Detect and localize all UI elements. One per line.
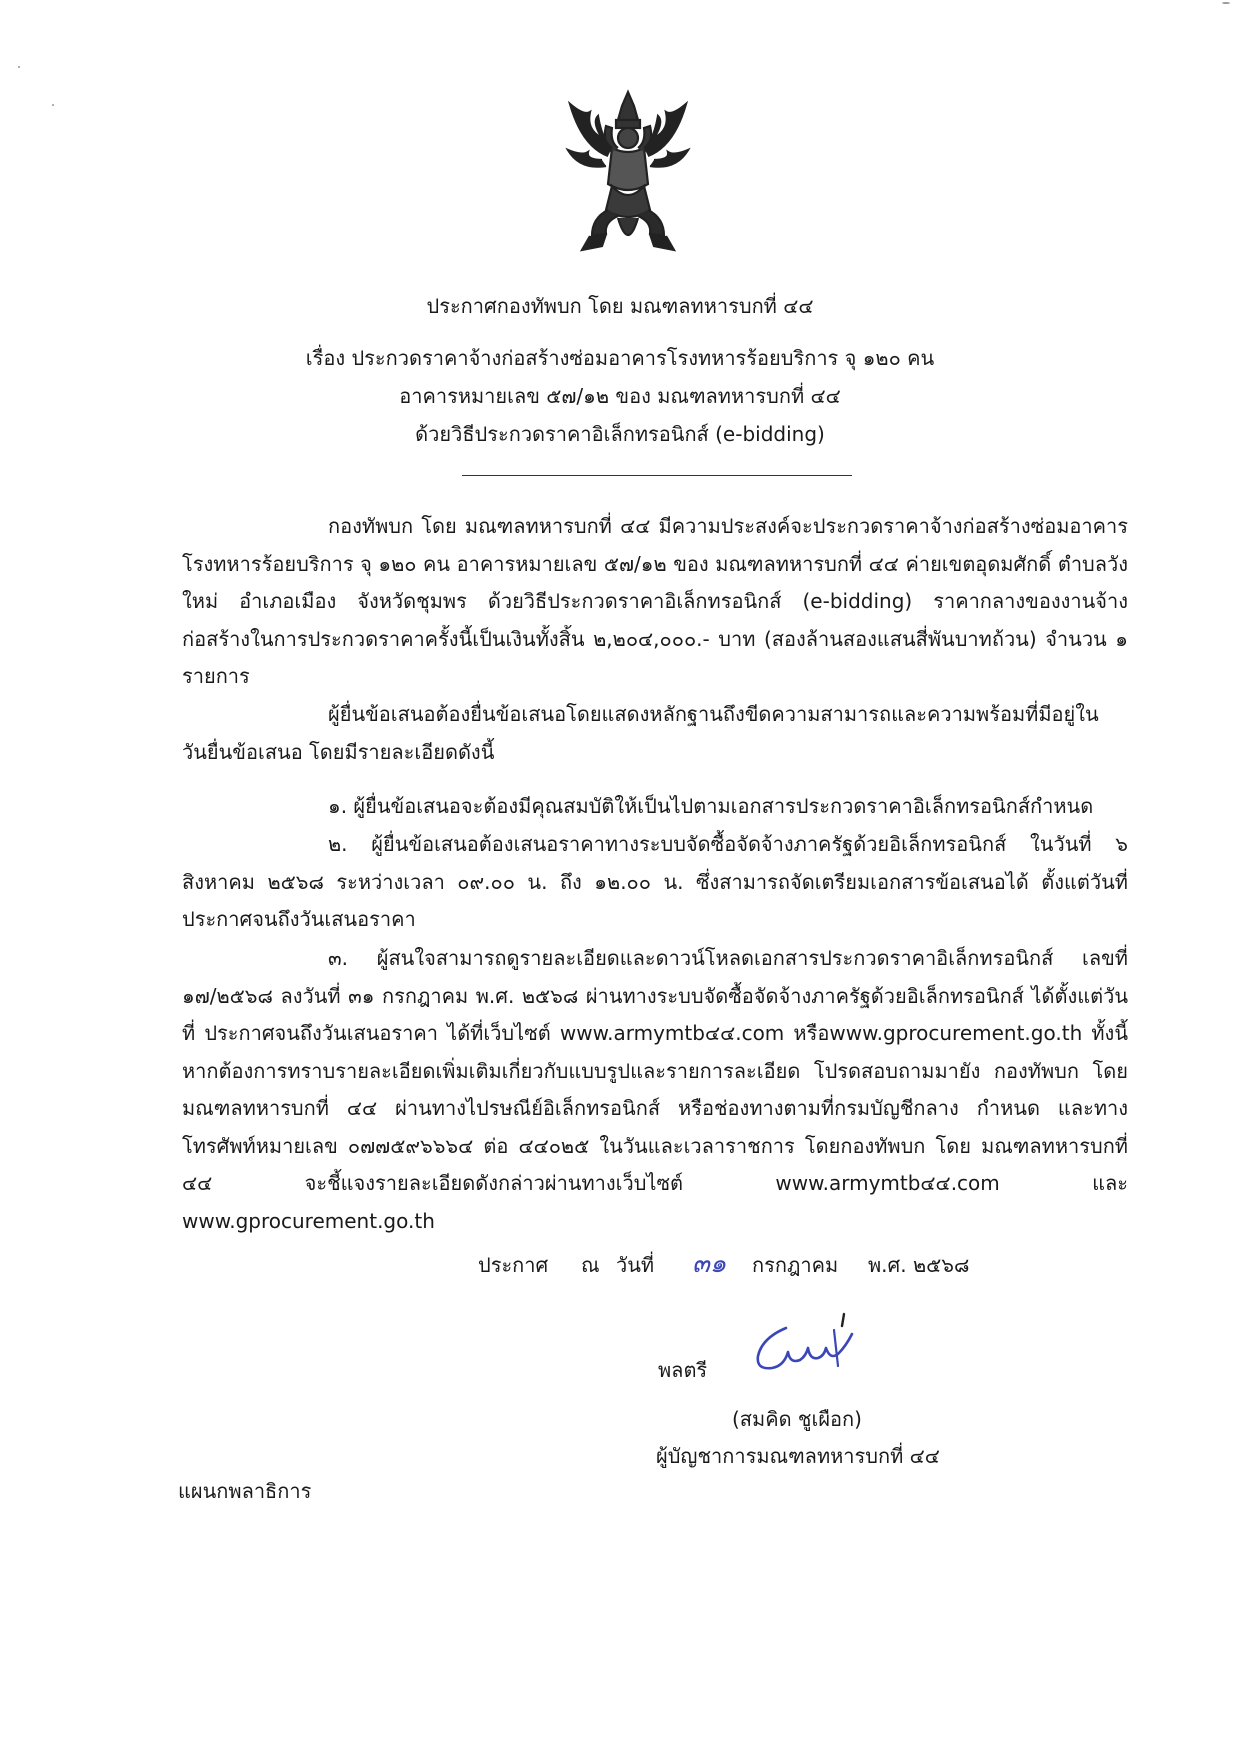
signer-name: (สมคิด ชูเผือก) (732, 1407, 862, 1431)
year-text: พ.ศ. ๒๕๖๘ (868, 1253, 970, 1277)
date-label: วันที่ (616, 1253, 655, 1277)
paragraph-requirements: ผู้ยื่นข้อเสนอต้องยื่นข้อเสนอโดยแสดงหลักฐานถึงขีดความสามารถและความพร้อมที่มีอยู่ใน วันยื่นข้อเสนอ โดยมีรายละเอียดดังนี้ (182, 702, 1099, 764)
subject-line-1: เรื่อง ประกวดราคาจ้างก่อสร้างซ่อมอาคารโรงทหารร้อยบริการ จุ ๑๒๐ คน (305, 346, 935, 370)
handwritten-signature-icon (748, 1312, 858, 1384)
announcement-title: ประกาศกองทัพบก โดย มณฑลทหารบกที่ ๔๔ (426, 294, 814, 318)
list-item-1: ๑. ผู้ยื่นข้อเสนอจะต้องมีคุณสมบัติให้เป็นไปตามเอกสารประกวดราคาอิเล็กทรอนิกส์กำหนด (328, 794, 1094, 818)
handwritten-day: ๓๑ (692, 1249, 727, 1279)
department-label: แผนกพลาธิการ (178, 1479, 312, 1503)
title-divider (462, 475, 852, 476)
subject-line-3: ด้วยวิธีประกวดราคาอิเล็กทรอนิกส์ (e-bidding) (415, 422, 825, 446)
signer-position: ผู้บัญชาการมณฑลทหารบกที่ ๔๔ (656, 1444, 940, 1468)
month-text: กรกฎาคม (752, 1253, 839, 1277)
paragraph-intro: กองทัพบก โดย มณฑลทหารบกที่ ๔๔ มีความประสงค์จะประกวดราคาจ้างก่อสร้างซ่อมอาคาร โรงทหารร้อยบริการ จุ ๑๒๐ คน อาคารหมายเลข ๕๗/๑๒ ของ มณฑลทหารบกที่ ๔๔ ค่ายเขตอุดมศักดิ์ ตำบลวังใหม่ อำเภอเมือง จังหวัดชุมพร ด้วยวิธีประกวดราคาอิเล็กทรอนิกส์ (e-bidding) ราคากลางของงานจ้าง ก่อสร้างในการประกวดราคาครั้งนี้เป็นเงินทั้งสิ้น ๒,๒๐๔,๐๐๐.- บาท (สองล้านสองแสนสี่พันบาทถ้วน) จำนวน ๑ รายการ (182, 514, 1128, 688)
list-item-2: ๒. ผู้ยื่นข้อเสนอต้องเสนอราคาทางระบบจัดซื้อจัดจ้างภาครัฐด้วยอิเล็กทรอนิกส์ ในวันที่ ๖ สิงหาคม ๒๕๖๘ ระหว่างเวลา ๐๙.๐๐ น. ถึง ๑๒.๐๐ น. ซึ่งสามารถจัดเตรียมเอกสารข้อเสนอได้ ตั้งแต่วันที่ประกาศจนถึงวันเสนอราคา (182, 832, 1128, 931)
rank-label: พลตรี (658, 1358, 708, 1382)
subject-line-2: อาคารหมายเลข ๕๗/๑๒ ของ มณฑลทหารบกที่ ๔๔ (399, 384, 841, 408)
announced-label: ประกาศ (478, 1253, 549, 1277)
list-item-3: ๓. ผู้สนใจสามารถดูรายละเอียดและดาวน์โหลดเอกสารประกวดราคาอิเล็กทรอนิกส์ เลขที่ ๑๗/๒๕๖๘ ลงวันที่ ๓๑ กรกฎาคม พ.ศ. ๒๕๖๘ ผ่านทางระบบจัดซื้อจัดจ้างภาครัฐด้วยอิเล็กทรอนิกส์ ได้ตั้งแต่วันที่ ประกาศจนถึงวันเสนอราคา ได้ที่เว็บไซต์ www.armymtb๔๔.com หรือwww.gprocurement.go.th ทั้งนี้ หากต้องการทราบรายละเอียดเพิ่มเติมเกี่ยวกับแบบรูปและรายการละเอียด โปรดสอบถามมายัง กองทัพบก โดย มณฑลทหารบกที่ ๔๔ ผ่านทางไปรษณีย์อิเล็กทรอนิกส์ หรือช่องทางตามที่กรมบัญชีกลาง กำหนด และทางโทรศัพท์หมายเลข ๐๗๗๕๙๖๖๖๔ ต่อ ๔๔๐๒๕ ในวันและเวลาราชการ โดยกองทัพบก โดย มณฑลทหารบกที่ ๔๔ จะชี้แจงรายละเอียดดังกล่าวผ่านทางเว็บไซต์ www.armymtb๔๔.com และ www.gprocurement.go.th (182, 946, 1128, 1233)
scan-speck (1222, 2, 1230, 4)
at-label: ณ (581, 1253, 600, 1277)
scan-speck (18, 66, 20, 68)
scan-speck (52, 104, 54, 106)
garuda-emblem-icon (562, 86, 694, 256)
